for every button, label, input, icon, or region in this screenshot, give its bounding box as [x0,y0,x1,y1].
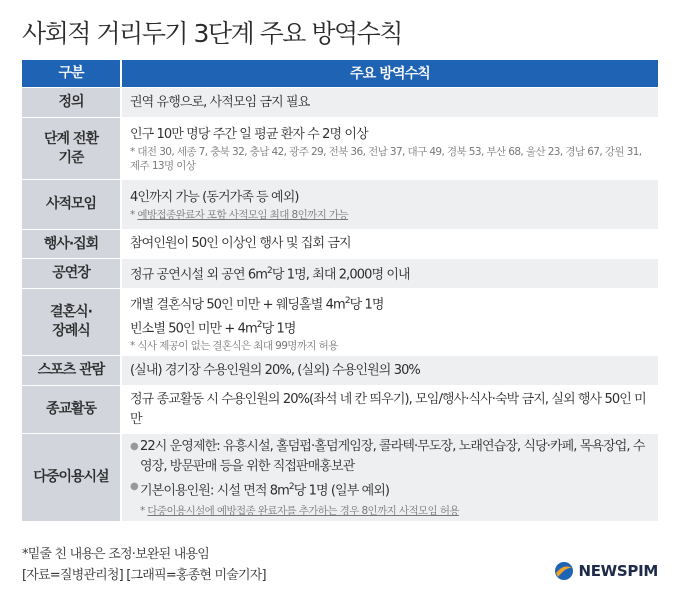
text-part: 정규 공연시설 외 공연 6m [130,267,267,283]
bullet-dot-icon: ● [130,480,138,492]
row-key-line2: 기준 [58,149,84,166]
row-note: * 대전 30, 세종 7, 충북 32, 충남 42, 광주 29, 전북 36, 전남 37, 대구 49, 경북 53, 부산 68, 울산 23, 경남 67, 강원 31, 제주 13명 이상 [130,145,642,172]
row-key: 사적모임 [22,180,120,229]
text-part: 당 1명 [349,297,384,312]
underlined-note: 예방접종완료자 포함 사적모임 최대 8인까지 가능 [137,208,349,221]
row-text [130,261,650,285]
text-part: 당 1명, 최대 2,000명 이내 [271,267,410,283]
table-header-row [22,60,658,88]
row-value [122,434,658,521]
table-row [22,386,658,434]
row-value [122,356,658,385]
newspim-logo [554,561,658,581]
row-text-line2 [130,315,650,339]
table-row [22,434,658,522]
bullet-dot-icon: ● [130,440,138,452]
row-key: 종교활동 [22,386,120,433]
table-row [22,259,658,289]
row-note [130,504,650,518]
bullet-item [130,477,650,501]
row-value [122,259,658,288]
row-key: 다중이용시설 [22,434,120,521]
row-text: 권역 유행으로, 사적모임 금지 필요 [130,94,310,110]
table-row [22,289,658,356]
row-value [122,88,658,117]
row-value [122,289,658,355]
superscript: 2 [288,481,294,492]
superscript: 2 [267,266,272,277]
row-text: 4인까지 가능 (동거가족 등 예외) [130,189,299,205]
note-prefix: * [140,505,148,518]
logo-text: NEWSPIM [578,562,658,580]
row-note: * 식사 제공이 없는 결혼식은 최대 99명까지 허용 [130,340,338,353]
table-row [22,118,658,180]
row-key: 행사·집회 [22,230,120,258]
header-category: 구분 [22,60,120,87]
row-value [122,230,658,258]
superscript: 2 [344,295,350,306]
row-key [22,118,120,179]
row-key: 공연장 [22,259,120,288]
row-key-line1: 결혼식· [50,304,92,320]
row-text-line1 [130,291,650,315]
rules-table [22,60,658,522]
bullet-text [140,477,650,501]
underlined-note: 다중이용시설에 예방접종 완료자를 추가하는 경우 8인까지 사적모임 허용 [147,505,459,518]
text-part: 당 1명 [261,321,296,337]
table-row [22,88,658,118]
text-part: 기본이용인원: 시설 면적 8m [140,483,289,499]
text-part: 빈소별 50인 미만 + 4m [130,321,257,337]
header-rules: 주요 방역수칙 [122,60,658,87]
row-value [122,118,658,179]
row-key-line1: 단계 전환 [44,130,98,147]
credits: [자료=질병관리청] [그래픽=홍종현 미술기자] [22,568,266,583]
row-key [22,289,120,355]
row-text: 인구 10만 명당 주간 일 평균 환자 수 2명 이상 [130,126,368,142]
row-key: 스포츠 관람 [22,356,120,385]
footnote: *밑줄 친 내용은 조정·보완된 내용임 [22,547,209,562]
superscript: 2 [256,320,262,330]
note-prefix: * [130,208,138,221]
row-key: 정의 [22,88,120,117]
row-value [122,180,658,229]
text-part: 개별 결혼식당 50인 미만 + 웨딩홀별 4m [130,297,345,312]
row-text: 정규 종교활동 시 수용인원의 20%(좌석 네 칸 띄우기), 모임/행사·식사·숙박 금지, 실외 행사 50인 미만 [130,391,646,427]
text-part: 당 1명 (일부 예외) [293,483,390,499]
table-row [22,180,658,230]
newspim-logo-icon [554,561,574,581]
bullet-text: 22시 운영제한: 유흥시설, 홀덤펍·홀덤게임장, 콜라텍·무도장, 노래연습장, 식당·카페, 목욕장업, 수영장, 방문판매 등을 위한 직접판매홍보관 [140,438,645,474]
table-row [22,230,658,259]
row-text: (실내) 경기장 수용인원의 20%, (실외) 수용인원의 30% [130,362,420,378]
row-value [122,386,658,433]
row-key-line2: 장례식 [52,323,90,339]
bullet-item [130,437,650,477]
row-note [130,208,650,222]
table-row [22,356,658,386]
row-text: 참여인원이 50인 이상인 행사 및 집회 금지 [130,236,351,251]
page-title: 사회적 거리두기 3단계 주요 방역수칙 [22,19,402,48]
